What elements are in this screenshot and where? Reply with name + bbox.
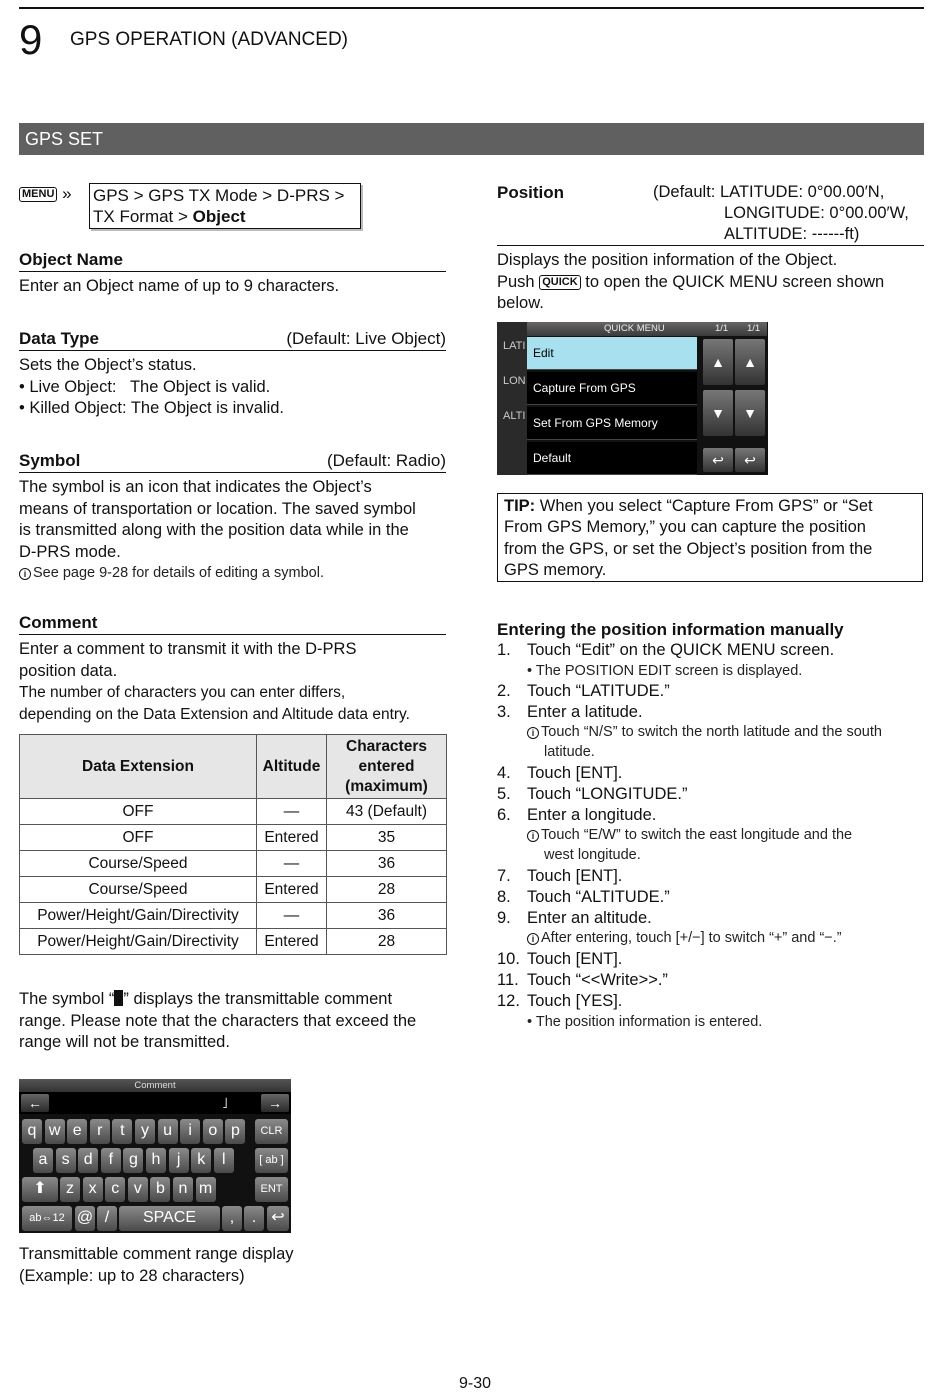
step-item <box>497 703 643 722</box>
step-note <box>527 826 852 846</box>
step-text: Touch “Edit” on the QUICK MENU screen. <box>527 641 835 659</box>
quick-menu-item-capture[interactable]: Capture From GPS <box>527 372 697 405</box>
step-text: Touch “ALTITUDE.” <box>527 888 670 906</box>
table-cell: Entered <box>257 929 327 955</box>
key-slash[interactable]: / <box>97 1206 117 1231</box>
comment-line: The number of characters you can enter differs, <box>19 684 346 701</box>
step-number: 1. <box>497 641 511 659</box>
position-section <box>497 183 924 315</box>
step-number: 6. <box>497 806 511 824</box>
step-note: west longitude. <box>544 847 641 863</box>
table-header: Data Extension <box>20 735 257 799</box>
key-k[interactable]: k <box>191 1148 211 1173</box>
tip-label: TIP: <box>504 497 536 515</box>
key-s[interactable]: s <box>56 1148 76 1173</box>
back-icon[interactable]: ↩ <box>267 1206 289 1231</box>
step-item <box>497 950 622 969</box>
step-text: Touch [ENT]. <box>527 950 623 968</box>
step-number: 12. <box>497 992 520 1010</box>
symbol-note-text: See page 9-28 for details of editing a symbol. <box>33 565 324 581</box>
table-cell: 36 <box>327 851 447 877</box>
step-note <box>527 723 882 743</box>
step-item <box>497 909 652 928</box>
symbol-default: (Default: Radio) <box>326 451 446 470</box>
key-m[interactable]: m <box>196 1177 216 1202</box>
key-f[interactable]: f <box>101 1148 121 1173</box>
info-icon: i <box>19 568 31 580</box>
step-item <box>497 641 834 660</box>
tip-line: from the GPS, or set the Object’s position from the <box>504 539 873 558</box>
menu-key-icon: MENU <box>19 187 57 202</box>
key-i[interactable]: i <box>180 1119 200 1144</box>
quick-menu-header <box>527 322 767 336</box>
header-line: entered <box>358 757 415 775</box>
key-d[interactable]: d <box>78 1148 98 1173</box>
tip-line1 <box>504 496 916 517</box>
table-cell: Entered <box>257 825 327 851</box>
step-note: latitude. <box>544 744 595 760</box>
step-number: 11. <box>497 971 519 989</box>
table-cell: 35 <box>327 825 447 851</box>
step-note <box>527 929 842 949</box>
key-n[interactable]: n <box>173 1177 193 1202</box>
table-row <box>20 825 447 851</box>
bg-label: LATI <box>503 340 526 352</box>
key-t[interactable]: t <box>112 1119 132 1144</box>
menu-path-line1: GPS > GPS TX Mode > D-PRS > <box>93 186 345 205</box>
table-cell: Power/Height/Gain/Directivity <box>20 929 257 955</box>
table-row <box>20 877 447 903</box>
chapter-number: 9 <box>19 16 43 63</box>
position-title: Position <box>497 183 565 202</box>
quick-menu-page: 1/1 <box>715 323 729 334</box>
table-cell: Entered <box>257 877 327 903</box>
key-q[interactable]: q <box>22 1119 42 1144</box>
quick-menu-page-2: 1/1 <box>747 323 761 334</box>
quick-menu-item-gps-memory[interactable]: Set From GPS Memory <box>527 407 697 440</box>
key-w[interactable]: w <box>45 1119 65 1144</box>
table-header: Altitude <box>257 735 327 799</box>
clear-key[interactable]: CLR <box>255 1119 288 1144</box>
key-j[interactable]: j <box>169 1148 189 1173</box>
step-text: Enter a longitude. <box>527 806 657 824</box>
menu-path-box <box>89 183 361 229</box>
position-push: Push <box>497 272 540 291</box>
step-item <box>497 971 668 990</box>
step-item <box>497 806 656 825</box>
key-h[interactable]: h <box>146 1148 166 1173</box>
object-name-heading <box>19 250 446 272</box>
data-type-title: Data Type <box>19 329 99 348</box>
comment-line: depending on the Data Extension and Altitude data entry. <box>19 705 410 723</box>
table-row <box>20 851 447 877</box>
step-text: Touch [YES]. <box>527 992 623 1010</box>
range-cursor-icon: ˩ <box>222 1094 228 1112</box>
position-line3: below. <box>497 294 544 312</box>
cursor-right-button[interactable]: → <box>261 1094 289 1112</box>
position-line1: Displays the position information of the Object. <box>497 251 838 269</box>
step-number: 2. <box>497 682 511 700</box>
step-number: 10. <box>497 950 520 968</box>
table-cell: 43 (Default) <box>327 799 447 825</box>
keyboard-input-row <box>19 1092 291 1114</box>
menu-path-object: Object <box>192 207 246 226</box>
symbol-line: The symbol is an icon that indicates the Object’s <box>19 478 372 496</box>
space-key[interactable]: SPACE <box>119 1206 220 1231</box>
step-item <box>497 888 670 907</box>
key-v[interactable]: v <box>128 1177 148 1202</box>
data-type-bullet-live: • Live Object: The Object is valid. <box>19 377 271 396</box>
symbol-heading <box>19 451 446 473</box>
quick-key-icon: QUICK <box>539 275 580 290</box>
step-number: 5. <box>497 785 511 803</box>
symbol-range-line3: range will not be transmitted. <box>19 1033 230 1051</box>
comment-keyboard-screen <box>19 1079 291 1233</box>
chapter-title: GPS OPERATION (ADVANCED) <box>70 29 348 50</box>
symbol-range-line1 <box>19 989 449 1011</box>
table-cell: OFF <box>20 825 257 851</box>
header-line: (maximum) <box>345 777 428 795</box>
bg-label: ALTI <box>503 410 526 422</box>
step-number: 7. <box>497 867 511 885</box>
up-arrow-icon[interactable]: ▲ <box>703 339 733 385</box>
shift-icon[interactable]: ⬆ <box>22 1177 58 1202</box>
data-type-bullet-killed: • Killed Object: The Object is invalid. <box>19 399 285 417</box>
table-row <box>20 903 447 929</box>
quick-menu-item-default[interactable]: Default <box>527 442 697 475</box>
key-z[interactable]: z <box>60 1177 80 1202</box>
symbol-note <box>19 563 446 583</box>
tip-line: From GPS Memory,” you can capture the position <box>504 518 866 537</box>
step-item <box>497 764 622 783</box>
page-number: 9-30 <box>458 1375 492 1392</box>
tip-line: GPS memory. <box>504 560 607 579</box>
step-item <box>497 682 670 701</box>
step-number: 8. <box>497 888 511 906</box>
quick-menu-item-edit[interactable]: Edit <box>527 337 697 370</box>
step-number: 9. <box>497 909 511 927</box>
info-icon: i <box>527 933 539 945</box>
table-row <box>20 929 447 955</box>
step-text: Touch “LONGITUDE.” <box>527 785 688 803</box>
position-default-2: LONGITUDE: 0°00.00′W, <box>724 204 909 222</box>
table-row <box>20 799 447 825</box>
key-b[interactable]: b <box>150 1177 170 1202</box>
back-icon[interactable]: ↩ <box>735 448 765 472</box>
quick-menu-background-labels <box>497 322 527 475</box>
caption-line: (Example: up to 28 characters) <box>19 1266 245 1285</box>
table-cell: Power/Height/Gain/Directivity <box>20 903 257 929</box>
mode-switch-key[interactable]: ab⇔12 <box>22 1206 72 1231</box>
section-title: GPS SET <box>19 123 924 155</box>
menu-path-prefix <box>19 184 72 204</box>
down-arrow-icon[interactable]: ▼ <box>703 390 733 436</box>
tip-text: When you select “Capture From GPS” or “Set <box>535 497 873 515</box>
symbol-title: Symbol <box>19 451 81 470</box>
range-mark-icon <box>114 990 123 1006</box>
cursor-left-button[interactable]: ← <box>21 1094 49 1112</box>
step-text: Touch [ENT]. <box>527 867 623 885</box>
position-heading <box>497 183 924 246</box>
position-default-1: (Default: LATITUDE: 0°00.00′N, <box>653 183 885 201</box>
table-cell: Course/Speed <box>20 851 257 877</box>
key-r[interactable]: r <box>90 1119 110 1144</box>
comment-heading <box>19 613 446 635</box>
table-cell: 28 <box>327 929 447 955</box>
table-cell: OFF <box>20 799 257 825</box>
symbol-range-text <box>19 989 449 1054</box>
enter-key[interactable]: ENT <box>255 1177 288 1202</box>
symbol-line: D-PRS mode. <box>19 542 121 561</box>
key-u[interactable]: u <box>158 1119 178 1144</box>
menu-path-line2 <box>93 206 357 227</box>
quick-menu-title: QUICK MENU <box>604 323 665 334</box>
position-line2-post: to open the QUICK MENU screen shown <box>580 272 885 291</box>
menu-path-line2-prefix: TX Format > <box>93 207 193 226</box>
ab-key[interactable]: [ ab ] <box>255 1148 288 1173</box>
keyboard-title: Comment <box>19 1079 291 1092</box>
step-note-text: Touch “E/W” to switch the east longitude and the <box>541 827 853 843</box>
key-a[interactable]: a <box>33 1148 53 1173</box>
up-arrow-icon[interactable]: ▲ <box>735 339 765 385</box>
step-item <box>497 867 622 886</box>
tip-box <box>497 493 923 582</box>
bg-label: LON <box>503 375 526 387</box>
object-name-text: Enter an Object name of up to 9 characters. <box>19 277 340 295</box>
step-note-text: After entering, touch [+/−] to switch “+” and “−.” <box>541 930 842 946</box>
key-g[interactable]: g <box>123 1148 143 1173</box>
step-item <box>497 992 622 1011</box>
step-number: 4. <box>497 764 511 782</box>
table-cell: — <box>257 851 327 877</box>
symbol-range-line2: range. Please note that the characters that exceed the <box>19 1011 417 1030</box>
data-type-heading <box>19 329 446 351</box>
key-l[interactable]: l <box>214 1148 234 1173</box>
table-cell: 28 <box>327 877 447 903</box>
object-name-title: Object Name <box>19 250 123 269</box>
data-type-section <box>19 329 446 420</box>
table-cell: 36 <box>327 903 447 929</box>
header-line: Characters <box>346 737 427 755</box>
object-name-section <box>19 250 446 298</box>
step-number: 3. <box>497 703 511 721</box>
table-cell: — <box>257 799 327 825</box>
key-y[interactable]: y <box>135 1119 155 1144</box>
step-note-text: Touch “N/S” to switch the north latitude and the south <box>541 724 882 740</box>
symbol-line: is transmitted along with the position data while in the <box>19 521 409 539</box>
range-text-b: ” displays the transmittable comment <box>123 990 393 1008</box>
key-x[interactable]: x <box>83 1177 103 1202</box>
info-icon: i <box>527 727 539 739</box>
comment-section <box>19 613 446 725</box>
step-text: Touch “LATITUDE.” <box>527 682 670 700</box>
key-o[interactable]: o <box>203 1119 223 1144</box>
manual-entry-title: Entering the position information manually <box>497 620 844 639</box>
back-icon[interactable]: ↩ <box>703 448 733 472</box>
data-type-text: Sets the Object’s status. <box>19 356 197 374</box>
down-arrow-icon[interactable]: ▼ <box>735 390 765 436</box>
table-cell: Course/Speed <box>20 877 257 903</box>
symbol-line: means of transportation or location. The saved symbol <box>19 499 416 518</box>
position-line2 <box>497 272 924 294</box>
comment-line: position data. <box>19 661 118 680</box>
comment-line: Enter a comment to transmit it with the D-PRS <box>19 640 357 658</box>
step-note: • The position information is entered. <box>527 1014 763 1030</box>
key-p[interactable]: p <box>225 1119 245 1144</box>
step-text: Touch [ENT]. <box>527 764 623 782</box>
position-default-3: ALTITUDE: ------ft) <box>724 225 860 243</box>
key-at[interactable]: @ <box>75 1206 95 1231</box>
table-cell: — <box>257 903 327 929</box>
step-text: Enter a latitude. <box>527 703 643 721</box>
step-text: Enter an altitude. <box>527 909 652 927</box>
comment-length-table <box>19 734 447 955</box>
key-c[interactable]: c <box>105 1177 125 1202</box>
quick-menu-screen <box>497 322 768 475</box>
caption-line: Transmittable comment range display <box>19 1245 294 1263</box>
range-text-a: The symbol “ <box>19 990 115 1008</box>
key-period[interactable]: . <box>244 1206 264 1231</box>
key-comma[interactable]: , <box>222 1206 242 1231</box>
table-header-characters <box>327 735 447 799</box>
key-e[interactable]: e <box>67 1119 87 1144</box>
menu-arrow: » <box>62 184 72 203</box>
table-header-row <box>20 735 447 799</box>
step-text: Touch “<<Write>>.” <box>527 971 668 989</box>
info-icon: i <box>527 830 539 842</box>
symbol-section <box>19 451 446 583</box>
comment-title: Comment <box>19 613 98 632</box>
step-item <box>497 785 687 804</box>
header-rule <box>19 7 924 9</box>
keyboard-caption <box>19 1244 294 1287</box>
step-note: • The POSITION EDIT screen is displayed. <box>527 663 803 679</box>
data-type-default: (Default: Live Object) <box>286 329 446 348</box>
